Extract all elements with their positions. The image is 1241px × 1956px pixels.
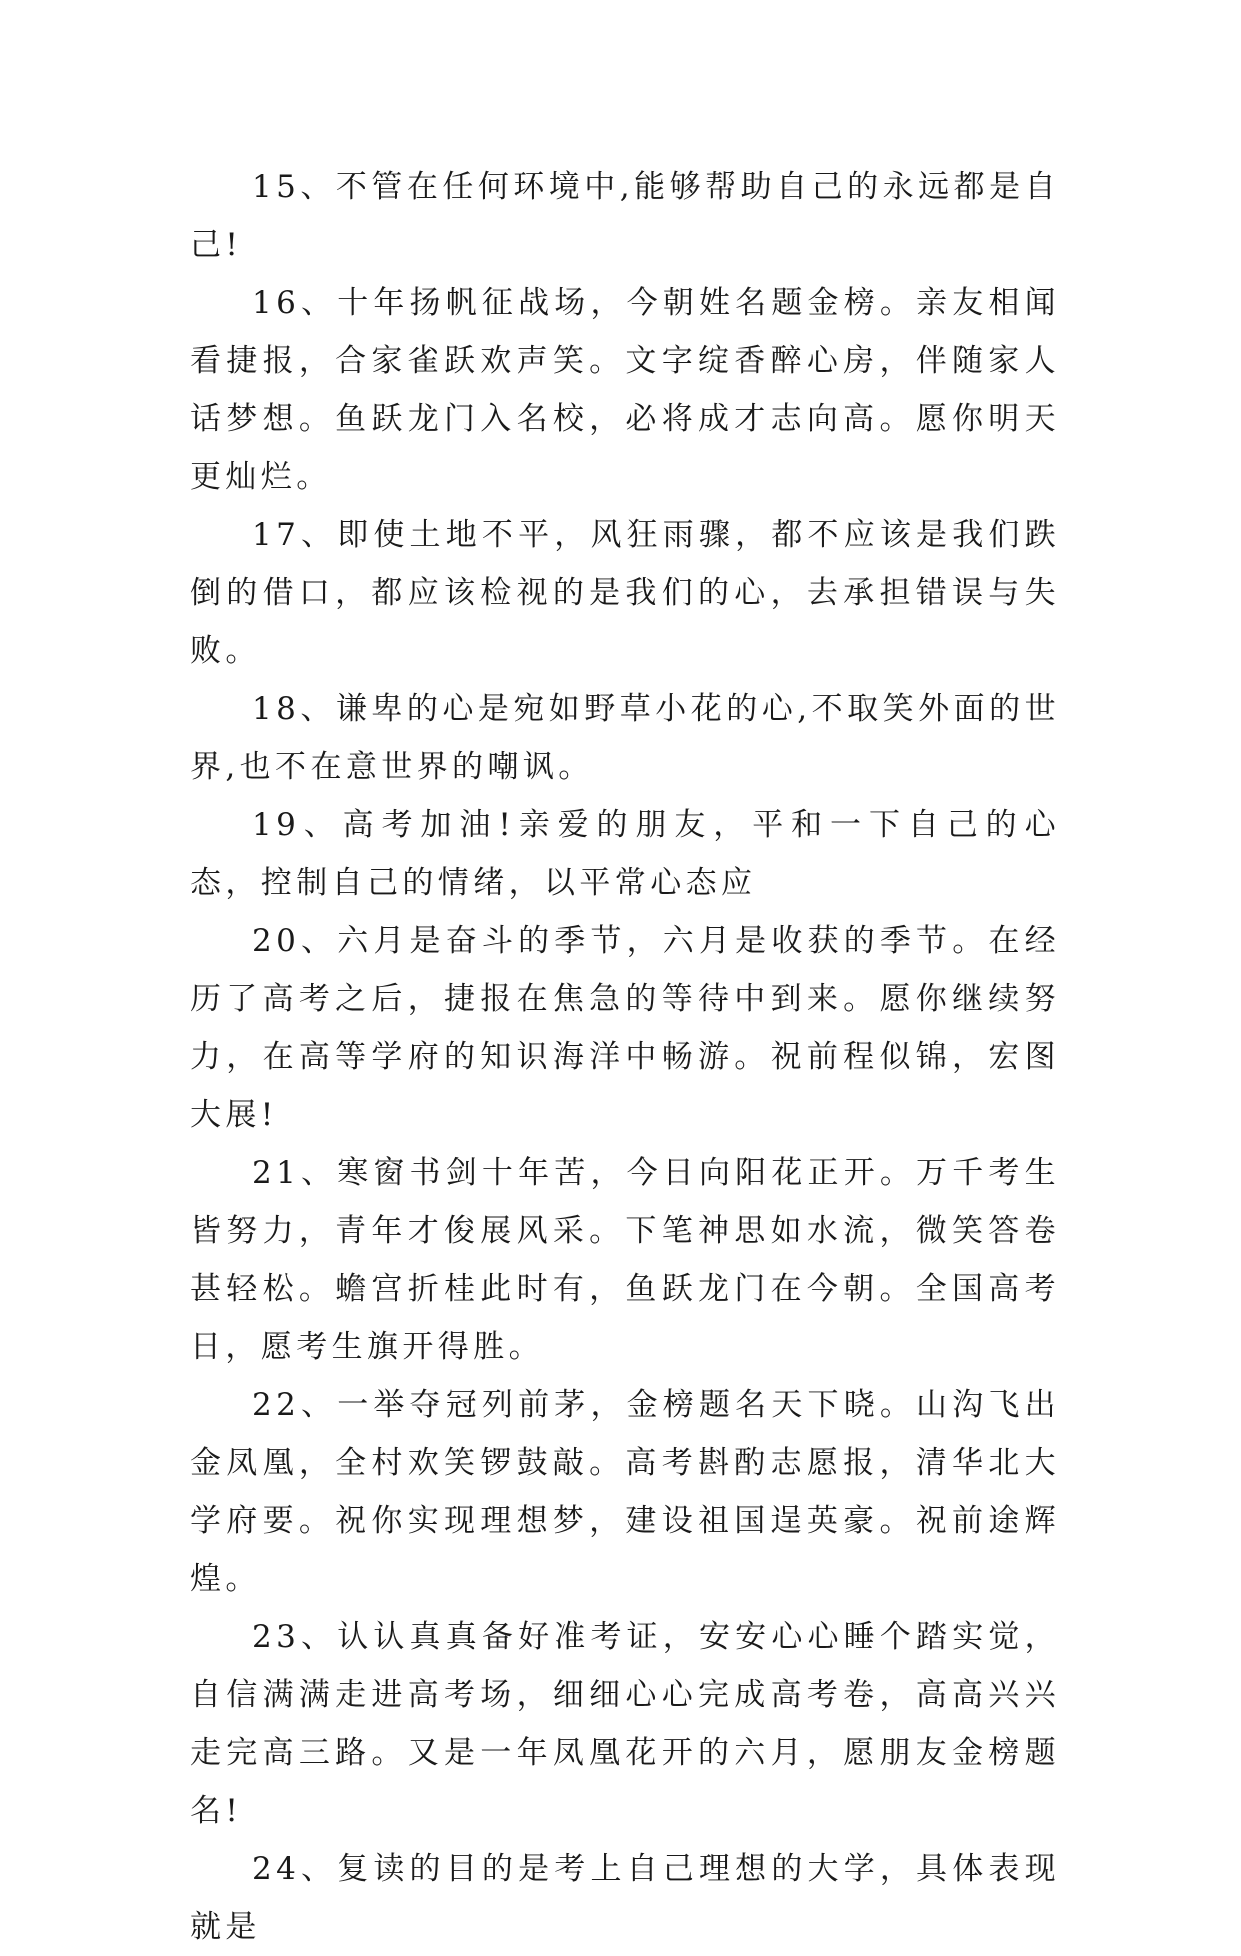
document-body (190, 158, 1060, 1956)
paragraph-19: 19、高考加油!亲爱的朋友，平和一下自己的心态，控制自己的情绪，以平常心态应 (190, 807, 1060, 901)
paragraph-17: 17、即使土地不平，风狂雨骤，都不应该是我们跌倒的借口，都应该检视的是我们的心，去承担错误与失败。 (190, 517, 1060, 669)
paragraph-22: 22、一举夺冠列前茅，金榜题名天下晓。山沟飞出金凤凰，全村欢笑锣鼓敲。高考斟酌志愿报，清华北大学府要。祝你实现理想梦，建设祖国逞英豪。祝前途辉煌。 (190, 1387, 1060, 1597)
paragraph-15: 15、不管在任何环境中,能够帮助自己的永远都是自己! (190, 169, 1060, 263)
paragraph-16: 16、十年扬帆征战场，今朝姓名题金榜。亲友相闻看捷报，合家雀跃欢声笑。文字绽香醉心房，伴随家人话梦想。鱼跃龙门入名校，必将成才志向高。愿你明天更灿烂。 (190, 285, 1060, 495)
paragraph-18: 18、谦卑的心是宛如野草小花的心,不取笑外面的世界,也不在意世界的嘲讽。 (190, 691, 1060, 785)
paragraph-20: 20、六月是奋斗的季节，六月是收获的季节。在经历了高考之后，捷报在焦急的等待中到来。愿你继续努力，在高等学府的知识海洋中畅游。祝前程似锦，宏图大展! (190, 923, 1060, 1133)
paragraph-24: 24、复读的目的是考上自己理想的大学，具体表现就是 (190, 1851, 1060, 1945)
paragraph-23: 23、认认真真备好准考证，安安心心睡个踏实觉，自信满满走进高考场，细细心心完成高考卷，高高兴兴走完高三路。又是一年凤凰花开的六月，愿朋友金榜题名! (190, 1619, 1060, 1829)
paragraph-21: 21、寒窗书剑十年苦，今日向阳花正开。万千考生皆努力，青年才俊展风采。下笔神思如水流，微笑答卷甚轻松。蟾宫折桂此时有，鱼跃龙门在今朝。全国高考日，愿考生旗开得胜。 (190, 1155, 1060, 1365)
